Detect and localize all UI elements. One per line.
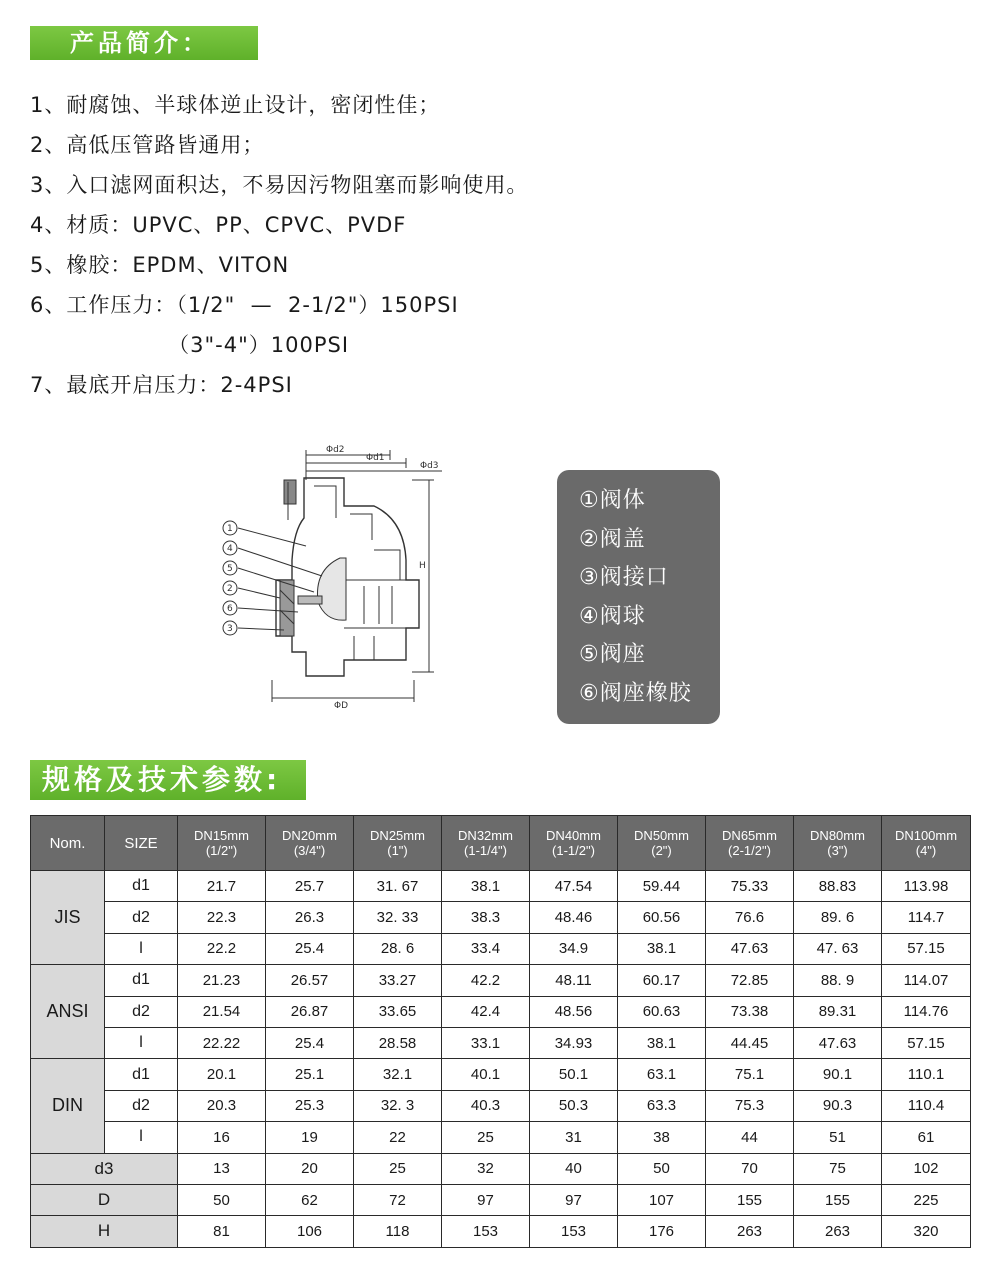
table-cell: 118 [354,1216,442,1247]
table-cell: 107 [618,1184,706,1215]
spec-table-body [31,871,971,1248]
table-cell: 33.1 [442,1027,530,1058]
callout-number: 1 [227,524,233,534]
table-cell: 97 [530,1184,618,1215]
dimension-label: d1 [105,871,178,902]
dimension-label: H [31,1216,178,1247]
table-cell: 176 [618,1216,706,1247]
label-phi-d3: Φd3 [420,461,439,471]
table-cell: 13 [178,1153,266,1184]
table-cell: 75.3 [706,1090,794,1121]
header-size-col: DN32mm (1-1/4") [442,816,530,871]
header-size-col: DN40mm (1-1/2") [530,816,618,871]
table-cell: 88. 9 [794,965,882,996]
table-cell: 34.9 [530,933,618,964]
header-nom: Nom. [31,816,105,871]
table-cell: 21.7 [178,871,266,902]
table-cell: 40.3 [442,1090,530,1121]
table-row [31,1216,971,1247]
table-cell: 42.4 [442,996,530,1027]
table-cell: 72.85 [706,965,794,996]
dimension-label: d1 [105,1059,178,1090]
table-cell: 50 [178,1184,266,1215]
table-cell: 48.46 [530,902,618,933]
table-cell: 57.15 [882,1027,971,1058]
table-row [31,871,971,902]
table-row [31,996,971,1027]
table-cell: 57.15 [882,933,971,964]
table-cell: 42.2 [442,965,530,996]
table-cell: 38.1 [618,1027,706,1058]
table-row [31,902,971,933]
table-cell: 48.56 [530,996,618,1027]
table-cell: 110.4 [882,1090,971,1121]
table-cell: 76.6 [706,902,794,933]
table-cell: 28.58 [354,1027,442,1058]
table-cell: 38.1 [442,871,530,902]
table-cell: 263 [706,1216,794,1247]
table-cell: 25.1 [266,1059,354,1090]
table-cell: 75 [794,1153,882,1184]
spec-banner: 规格及技术参数: [30,760,306,800]
table-cell: 47.54 [530,871,618,902]
table-cell: 153 [442,1216,530,1247]
table-row [31,1122,971,1153]
table-cell: 25 [442,1122,530,1153]
table-cell: 31. 67 [354,871,442,902]
table-cell: 31 [530,1122,618,1153]
header-size-col: DN20mm (3/4") [266,816,354,871]
table-cell: 225 [882,1184,971,1215]
table-cell: 22.3 [178,902,266,933]
table-row [31,1153,971,1184]
table-cell: 33.27 [354,965,442,996]
callout-number: 2 [227,584,233,594]
dimension-label: d2 [105,1090,178,1121]
legend-item: ①阀体 [579,488,646,513]
table-row [31,1059,971,1090]
table-cell: 25.4 [266,933,354,964]
table-cell: 38 [618,1122,706,1153]
table-cell: 38.1 [618,933,706,964]
feature-line: 6、工作压力：（1/2" — 2-1/2"）150PSI [30,293,459,317]
table-cell: 50 [618,1153,706,1184]
label-phi-d2: Φd2 [326,445,345,455]
table-cell: 50.3 [530,1090,618,1121]
table-row [31,933,971,964]
valve-drawing-svg [214,440,454,710]
table-cell: 114.7 [882,902,971,933]
table-cell: 26.57 [266,965,354,996]
table-cell: 26.3 [266,902,354,933]
dimension-label: d3 [31,1153,178,1184]
table-cell: 70 [706,1153,794,1184]
table-cell: 38.3 [442,902,530,933]
table-cell: 153 [530,1216,618,1247]
table-cell: 47.63 [794,1027,882,1058]
table-cell: 90.3 [794,1090,882,1121]
table-cell: 114.76 [882,996,971,1027]
dimension-label: l [105,933,178,964]
table-cell: 155 [706,1184,794,1215]
table-cell: 22.2 [178,933,266,964]
table-cell: 25.3 [266,1090,354,1121]
table-cell: 26.87 [266,996,354,1027]
header-size-col: DN80mm (3") [794,816,882,871]
product-intro-banner: 产品简介： [30,26,258,60]
table-cell: 106 [266,1216,354,1247]
table-cell: 113.98 [882,871,971,902]
table-cell: 20.1 [178,1059,266,1090]
feature-line: 5、橡胶：EPDM、VITON [30,253,290,277]
callout-number: 3 [227,624,233,634]
table-cell: 89.31 [794,996,882,1027]
table-cell: 21.54 [178,996,266,1027]
table-cell: 81 [178,1216,266,1247]
table-cell: 63.1 [618,1059,706,1090]
table-cell: 16 [178,1122,266,1153]
callout-number: 5 [227,564,233,574]
table-cell: 75.33 [706,871,794,902]
table-row [31,965,971,996]
header-size-col: DN15mm (1/2") [178,816,266,871]
table-cell: 47. 63 [794,933,882,964]
table-cell: 47.63 [706,933,794,964]
label-h: H [419,561,426,571]
table-cell: 33.65 [354,996,442,1027]
header-size: SIZE [105,816,178,871]
table-cell: 73.38 [706,996,794,1027]
table-header-row [31,816,971,871]
header-size-col: DN25mm (1") [354,816,442,871]
legend-item: ⑤阀座 [579,642,646,667]
callout-number: 6 [227,604,233,614]
table-cell: 20.3 [178,1090,266,1121]
table-cell: 40.1 [442,1059,530,1090]
standard-group-label: ANSI [31,965,105,1059]
feature-line: 3、入口滤网面积达，不易因污物阻塞而影响使用。 [30,173,529,197]
feature-line: 7、最底开启压力：2-4PSI [30,373,293,397]
spec-table [30,815,971,1248]
table-cell: 60.56 [618,902,706,933]
dimension-label: d2 [105,996,178,1027]
table-row [31,1090,971,1121]
feature-line: 4、材质：UPVC、PP、CPVC、PVDF [30,213,407,237]
table-cell: 88.83 [794,871,882,902]
valve-body-outline [276,478,419,676]
table-cell: 63.3 [618,1090,706,1121]
table-cell: 20 [266,1153,354,1184]
dimension-label: l [105,1122,178,1153]
table-cell: 72 [354,1184,442,1215]
feature-line: 1、耐腐蚀、半球体逆止设计，密闭性佳； [30,93,441,117]
table-cell: 32. 3 [354,1090,442,1121]
table-cell: 97 [442,1184,530,1215]
table-cell: 114.07 [882,965,971,996]
label-phi-d1: Φd1 [366,453,385,463]
callout-number: 4 [227,544,233,554]
label-phi-D: ΦD [334,701,349,710]
table-cell: 33.4 [442,933,530,964]
table-cell: 62 [266,1184,354,1215]
legend-item: ③阀接口 [579,565,669,590]
valve-ball-shape [317,558,346,620]
table-cell: 50.1 [530,1059,618,1090]
feature-line: 2、高低压管路皆通用； [30,133,265,157]
table-cell: 34.93 [530,1027,618,1058]
table-cell: 25 [354,1153,442,1184]
legend-item: ④阀球 [579,603,646,629]
table-cell: 320 [882,1216,971,1247]
feature-list [30,88,730,408]
table-cell: 263 [794,1216,882,1247]
legend-item: ②阀盖 [579,526,646,552]
table-cell: 51 [794,1122,882,1153]
legend-item: ⑥阀座橡胶 [579,680,692,706]
table-cell: 32. 33 [354,902,442,933]
dimension-label: l [105,1027,178,1058]
table-cell: 44 [706,1122,794,1153]
table-cell: 32 [442,1153,530,1184]
table-cell: 102 [882,1153,971,1184]
header-size-col: DN65mm (2-1/2") [706,816,794,871]
table-cell: 25.7 [266,871,354,902]
header-size-col: DN50mm (2") [618,816,706,871]
dimension-label: d1 [105,965,178,996]
table-cell: 89. 6 [794,902,882,933]
table-cell: 44.45 [706,1027,794,1058]
dimension-label: d2 [105,902,178,933]
table-row [31,1027,971,1058]
table-cell: 59.44 [618,871,706,902]
table-cell: 22.22 [178,1027,266,1058]
table-cell: 75.1 [706,1059,794,1090]
table-cell: 21.23 [178,965,266,996]
table-cell: 60.17 [618,965,706,996]
table-cell: 90.1 [794,1059,882,1090]
table-cell: 48.11 [530,965,618,996]
table-cell: 40 [530,1153,618,1184]
header-size-col: DN100mm (4") [882,816,971,871]
valve-cross-section-diagram [214,440,454,710]
standard-group-label: JIS [31,871,105,965]
standard-group-label: DIN [31,1059,105,1153]
table-cell: 61 [882,1122,971,1153]
parts-legend [557,470,720,724]
table-row [31,1184,971,1215]
dimension-label: D [31,1184,178,1215]
table-cell: 25.4 [266,1027,354,1058]
table-cell: 60.63 [618,996,706,1027]
feature-line: （3"-4"）100PSI [30,333,350,357]
table-cell: 155 [794,1184,882,1215]
table-cell: 32.1 [354,1059,442,1090]
table-cell: 22 [354,1122,442,1153]
table-cell: 19 [266,1122,354,1153]
table-cell: 110.1 [882,1059,971,1090]
table-cell: 28. 6 [354,933,442,964]
